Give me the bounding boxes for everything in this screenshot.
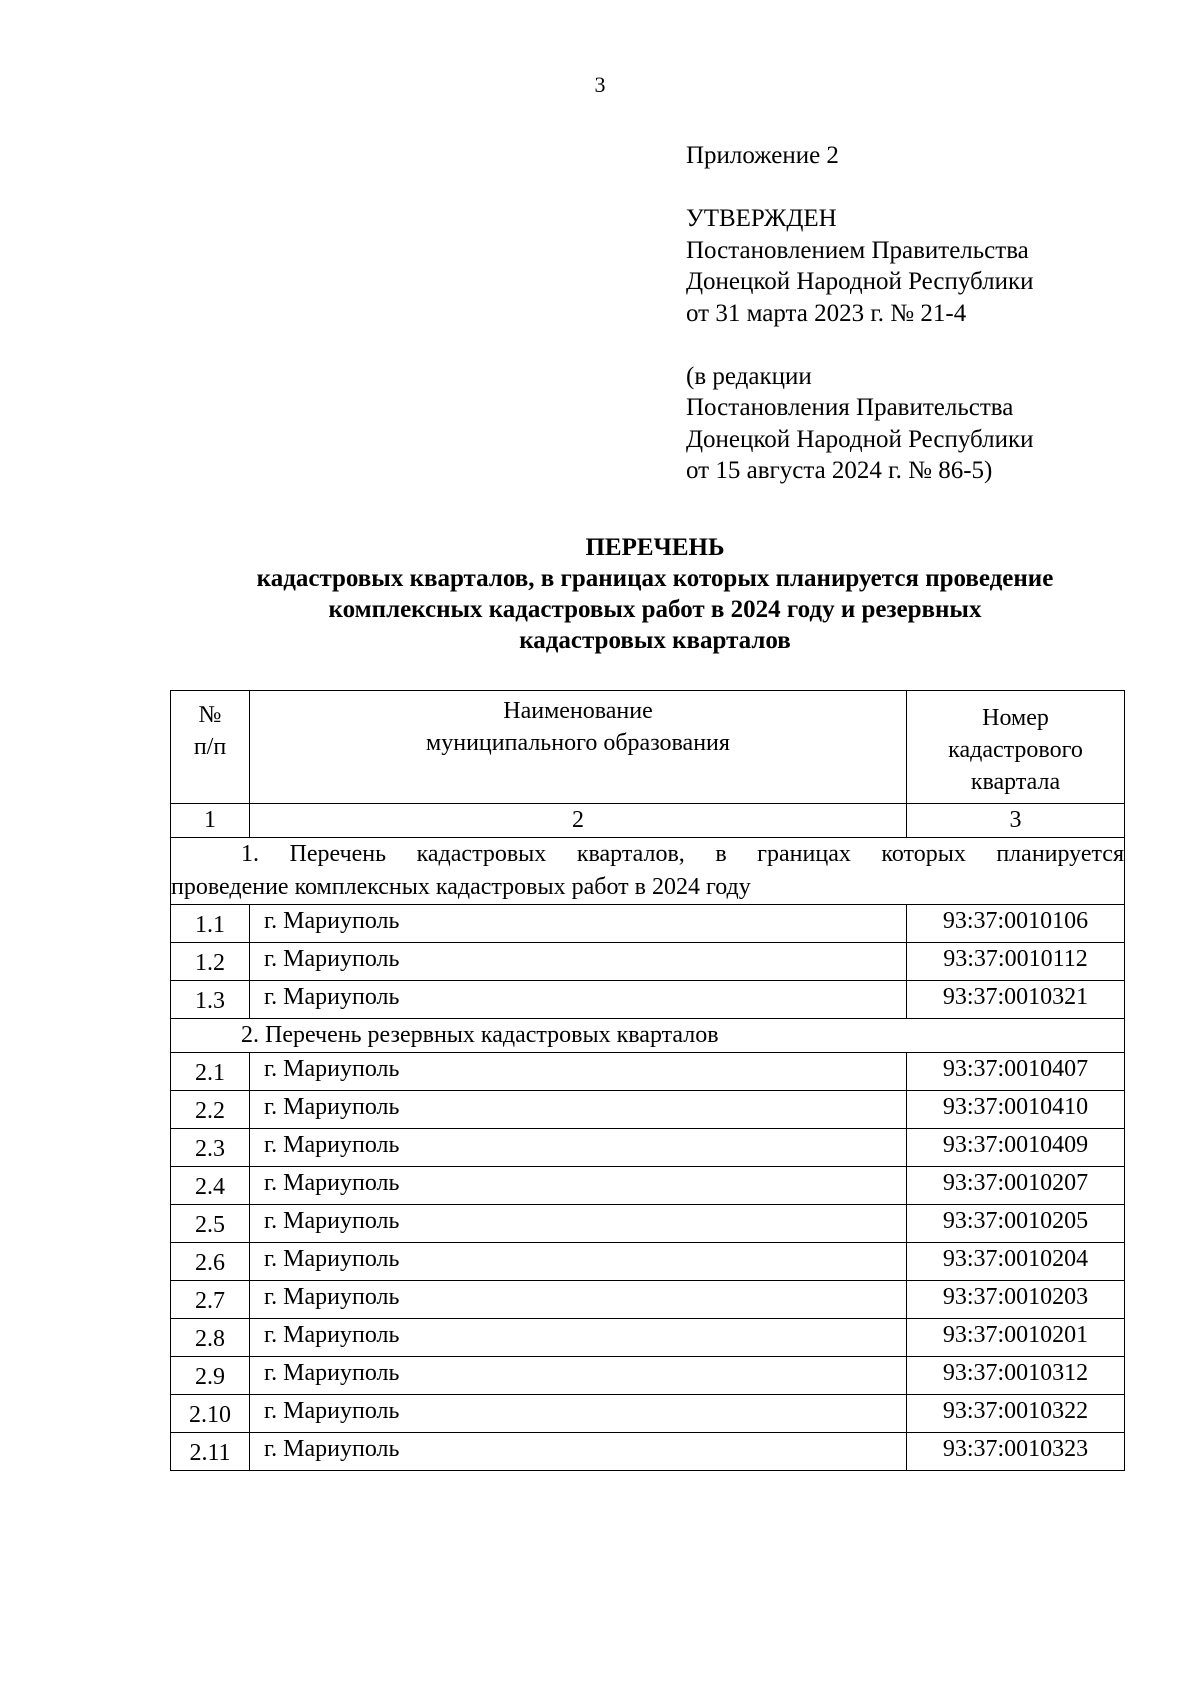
municipality-name: г. Мариуполь [250,981,907,1019]
table-row [171,1129,1125,1167]
cadastral-number: 93:37:0010323 [907,1433,1125,1471]
approval-block [686,140,1034,487]
table-row [171,1091,1125,1129]
section-heading-row [171,1019,1125,1053]
row-number: 2.11 [171,1433,250,1471]
table-row [171,981,1125,1019]
column-number: 2 [250,804,907,838]
table-row [171,905,1125,943]
row-number: 2.5 [171,1205,250,1243]
table-row [171,943,1125,981]
cadastral-number: 93:37:0010201 [907,1319,1125,1357]
row-number: 2.3 [171,1129,250,1167]
table-row [171,1433,1125,1471]
row-number: 2.7 [171,1281,250,1319]
row-number: 2.4 [171,1167,250,1205]
edition-date: от 15 августа 2024 г. № 86-5) [686,457,993,484]
edition-line: Постановления Правительства [686,394,1014,421]
municipality-name: г. Мариуполь [250,943,907,981]
approval-line: Постановлением Правительства [686,236,1029,264]
municipality-name: г. Мариуполь [250,1243,907,1281]
cadastral-number: 93:37:0010322 [907,1395,1125,1433]
section-heading: 1. Перечень кадастровых кварталов, в границах которых планируется проведение комплексных кадастровых работ в 2024 году [171,838,1125,905]
table-row [171,1167,1125,1205]
cadastral-number: 93:37:0010312 [907,1357,1125,1395]
cadastral-number: 93:37:0010112 [907,943,1125,981]
municipality-name: г. Мариуполь [250,1091,907,1129]
municipality-name: г. Мариуполь [250,1205,907,1243]
column-number-row [171,804,1125,838]
title-subtitle: комплексных кадастровых работ в 2024 году и резервных [328,596,982,623]
column-number: 3 [907,804,1125,838]
table-row [171,1243,1125,1281]
cadastral-number: 93:37:0010207 [907,1167,1125,1205]
cadastral-number: 93:37:0010410 [907,1091,1125,1129]
row-number: 2.9 [171,1357,250,1395]
row-number: 1.1 [171,905,250,943]
cadastral-number: 93:37:0010407 [907,1053,1125,1091]
document-title [0,532,1200,656]
table-row [171,1395,1125,1433]
header-cadastral-number: Номер кадастрового квартала [907,691,1125,804]
municipality-name: г. Мариуполь [250,905,907,943]
municipality-name: г. Мариуполь [250,1357,907,1395]
table-row [171,1319,1125,1357]
cadastral-number: 93:37:0010321 [907,981,1125,1019]
cadastral-number: 93:37:0010203 [907,1281,1125,1319]
table-header-row [171,691,1125,804]
municipality-name: г. Мариуполь [250,1395,907,1433]
table-row [171,1281,1125,1319]
title-subtitle: кадастровых кварталов, в границах которых планируется проведение [256,565,1054,592]
row-number: 2.6 [171,1243,250,1281]
municipality-name: г. Мариуполь [250,1129,907,1167]
edition-line: (в редакции [686,362,812,390]
municipality-name: г. Мариуполь [250,1167,907,1205]
section-heading-row [171,838,1125,905]
table-row [171,1205,1125,1243]
title-subtitle: кадастровых кварталов [519,627,791,654]
title-heading: ПЕРЕЧЕНЬ [585,534,725,561]
municipality-name: г. Мариуполь [250,1319,907,1357]
municipality-name: г. Мариуполь [250,1433,907,1471]
edition-line: Донецкой Народной Республики [686,425,1034,453]
approved-label: УТВЕРЖДЕН [686,205,837,232]
approval-date: от 31 марта 2023 г. № 21-4 [686,299,967,327]
row-number: 1.3 [171,981,250,1019]
page-number: 3 [594,72,606,97]
cadastral-number: 93:37:0010409 [907,1129,1125,1167]
cadastral-number: 93:37:0010205 [907,1205,1125,1243]
appendix-label: Приложение 2 [686,142,839,169]
row-number: 2.2 [171,1091,250,1129]
table-row [171,1053,1125,1091]
approval-line: Донецкой Народной Республики [686,268,1034,295]
municipality-name: г. Мариуполь [250,1281,907,1319]
row-number: 2.8 [171,1319,250,1357]
row-number: 2.1 [171,1053,250,1091]
cadastral-number: 93:37:0010106 [907,905,1125,943]
municipality-name: г. Мариуполь [250,1053,907,1091]
column-number: 1 [171,804,250,838]
cadastral-quarters-table [170,690,1125,1471]
row-number: 2.10 [171,1395,250,1433]
header-municipality: Наименование муниципального образования [250,691,907,804]
header-number: № п/п [171,691,250,804]
section-heading: 2. Перечень резервных кадастровых кварталов [171,1019,1125,1053]
cadastral-number: 93:37:0010204 [907,1243,1125,1281]
table-row [171,1357,1125,1395]
row-number: 1.2 [171,943,250,981]
